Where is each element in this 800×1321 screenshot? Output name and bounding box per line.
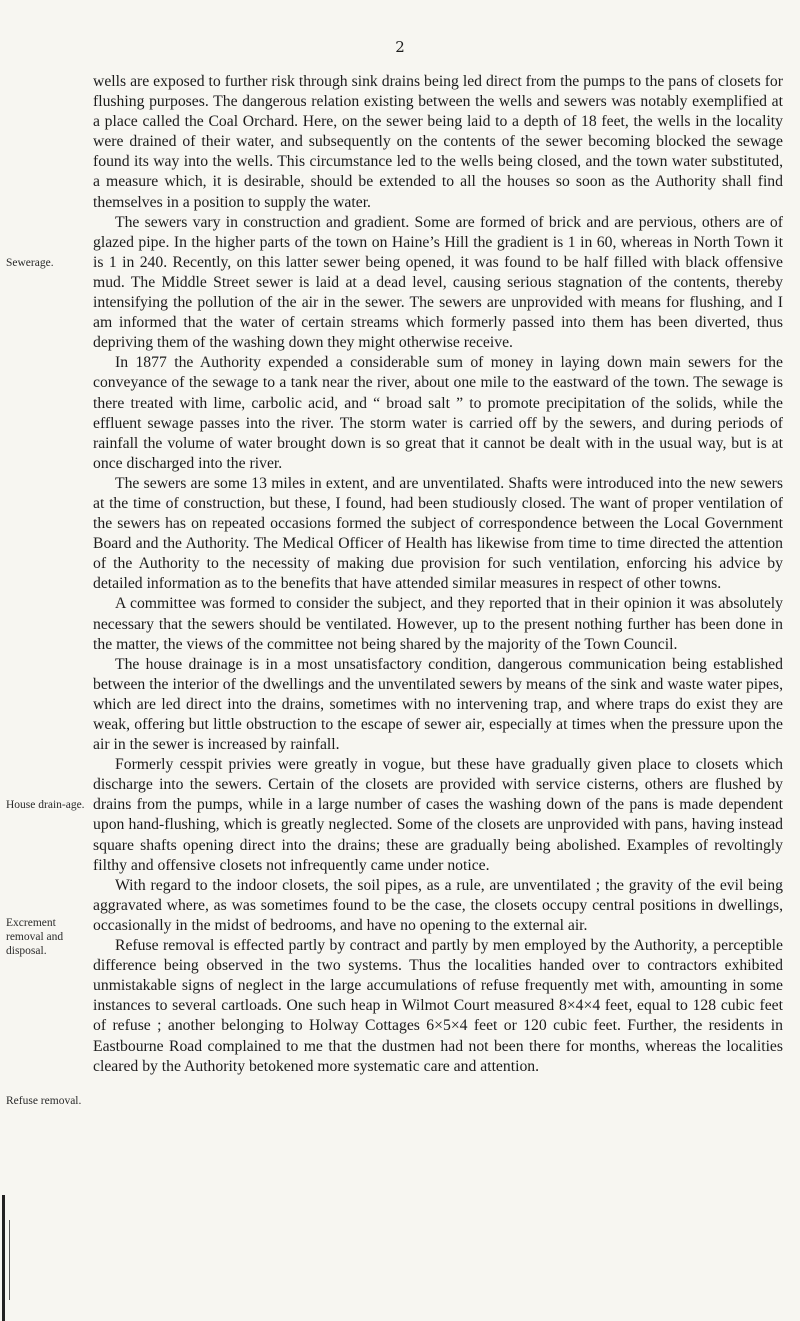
- body-text: [93, 72, 783, 1077]
- paragraph: Formerly cesspit privies were greatly in vogue, but these have gradually given place to closets which discharge into the sewers. Certain of the closets are provided with service cisterns, others are flushed by drains from the pumps, while in a large number of cases the washing down of the pans is made dependent upon hand-flushing, which is greatly neglected. Some of the closets are unprovided with pans, having instead square shafts opening direct into the drains; these are gradually being abolished. Examples of revoltingly filthy and offensive closets not infrequently came under notice.: [93, 756, 783, 874]
- paragraph: wells are exposed to further risk through sink drains being led direct from the pumps to the pans of closets for flushing purposes. The dangerous relation existing between the wells and sewers was notably exemplified at a place called the Coal Orchard. Here, on the sewer being laid to a depth of 18 feet, the wells in the locality were drained of their water, and subsequently on the contents of the sewer becoming blocked the sewage found its way into the wells. This circumstance led to the wells being closed, and the town water substituted, a measure which, it is desirable, should be extended to all the houses so soon as the Authority shall find themselves in a position to supply the water.: [93, 73, 783, 211]
- paragraph: In 1877 the Authority expended a considerable sum of money in laying down main sewers for the conveyance of the sewage to a tank near the river, about one mile to the eastward of the town. The sewage is there treated with lime, carbolic acid, and “ broad salt ” to promote precipitation of the solids, while the effluent sewage passes into the river. The storm water is carried off by the sewers, and during periods of rainfall the volume of water brought down is so great that it cannot be dealt with in the usual way, but is at once discharged into the river.: [93, 354, 783, 472]
- margin-note-excrement: Excrement removal and disposal.: [6, 917, 64, 957]
- paragraph: The sewers vary in construction and gradient. Some are formed of brick and are pervious, others are of glazed pipe. In the higher parts of the town on Haine’s Hill the gradient is 1 in 60, whereas in North Town it is 1 in 240. Recently, on this latter sewer being opened, it was found to be half filled with black offensive mud. The Middle Street sewer is laid at a dead level, causing serious stagnation of the contents, thereby intensifying the pollution of the air in the sewer. The sewers are unprovided with means for flushing, and I am informed that the water of certain streams which formerly passed into them has been diverted, thus depriving them of the washing down they might otherwise receive.: [93, 213, 783, 352]
- margin-note-house-drainage: House drain-age.: [6, 799, 85, 811]
- binding-edge-line: [9, 1220, 10, 1300]
- binding-edge-mark: [2, 1195, 5, 1321]
- paragraph: A committee was formed to consider the subject, and they reported that in their opinion it was absolutely necessary that the sewers should be ventilated. However, up to the present nothing further has been done in the matter, the views of the committee not being shared by the majority of the Town Council.: [93, 595, 783, 653]
- margin-note-sewerage: Sewerage.: [6, 257, 54, 269]
- page-number: 2: [395, 38, 405, 56]
- paragraph: The sewers are some 13 miles in extent, and are unventilated. Shafts were introduced into the new sewers at the time of construction, but these, I found, had been studiously closed. The want of proper ventilation of the sewers has on repeated occasions formed the subject of correspondence between the Local Government Board and the Authority. The Medical Officer of Health has likewise from time to time directed the attention of the Authority to the necessity of making due provision for such ventilation, enforcing his advice by detailed information as to the benefits that have attended similar measures in respect of other towns.: [93, 474, 783, 593]
- paragraph: The house drainage is in a most unsatisfactory condition, dangerous communication being established between the interior of the dwellings and the unventilated sewers by means of the sink and waste water pipes, which are led direct into the drains, sometimes with no intervening trap, and where traps do exist they are weak, offering but little obstruction to the escape of sewer air, especially at times when the pressure upon the air in the sewer is increased by rainfall.: [93, 655, 783, 754]
- margin-note-refuse: Refuse removal.: [6, 1095, 82, 1107]
- paragraph: Refuse removal is effected partly by contract and partly by men employed by the Authority, a perceptible difference being observed in the two systems. Thus the localities handed over to contractors exhibited unmistakable signs of neglect in the large accumulations of refuse frequently met with, amounting in some instances to several cartloads. One such heap in Wilmot Court measured 8×4×4 feet, equal to 128 cubic feet of refuse ; another belonging to Holway Cottages 6×5×4 feet or 120 cubic feet. Further, the residents in Eastbourne Road complained to me that the dustmen had not been there for months, whereas the localities cleared by the Authority betokened more systematic care and attention.: [93, 937, 783, 1075]
- paragraph: With regard to the indoor closets, the soil pipes, as a rule, are unventilated ; the gravity of the evil being aggravated where, as was sometimes found to be the case, the closets occupy central positions in dwellings, occasionally in the midst of bedrooms, and have no opening to the external air.: [93, 876, 783, 934]
